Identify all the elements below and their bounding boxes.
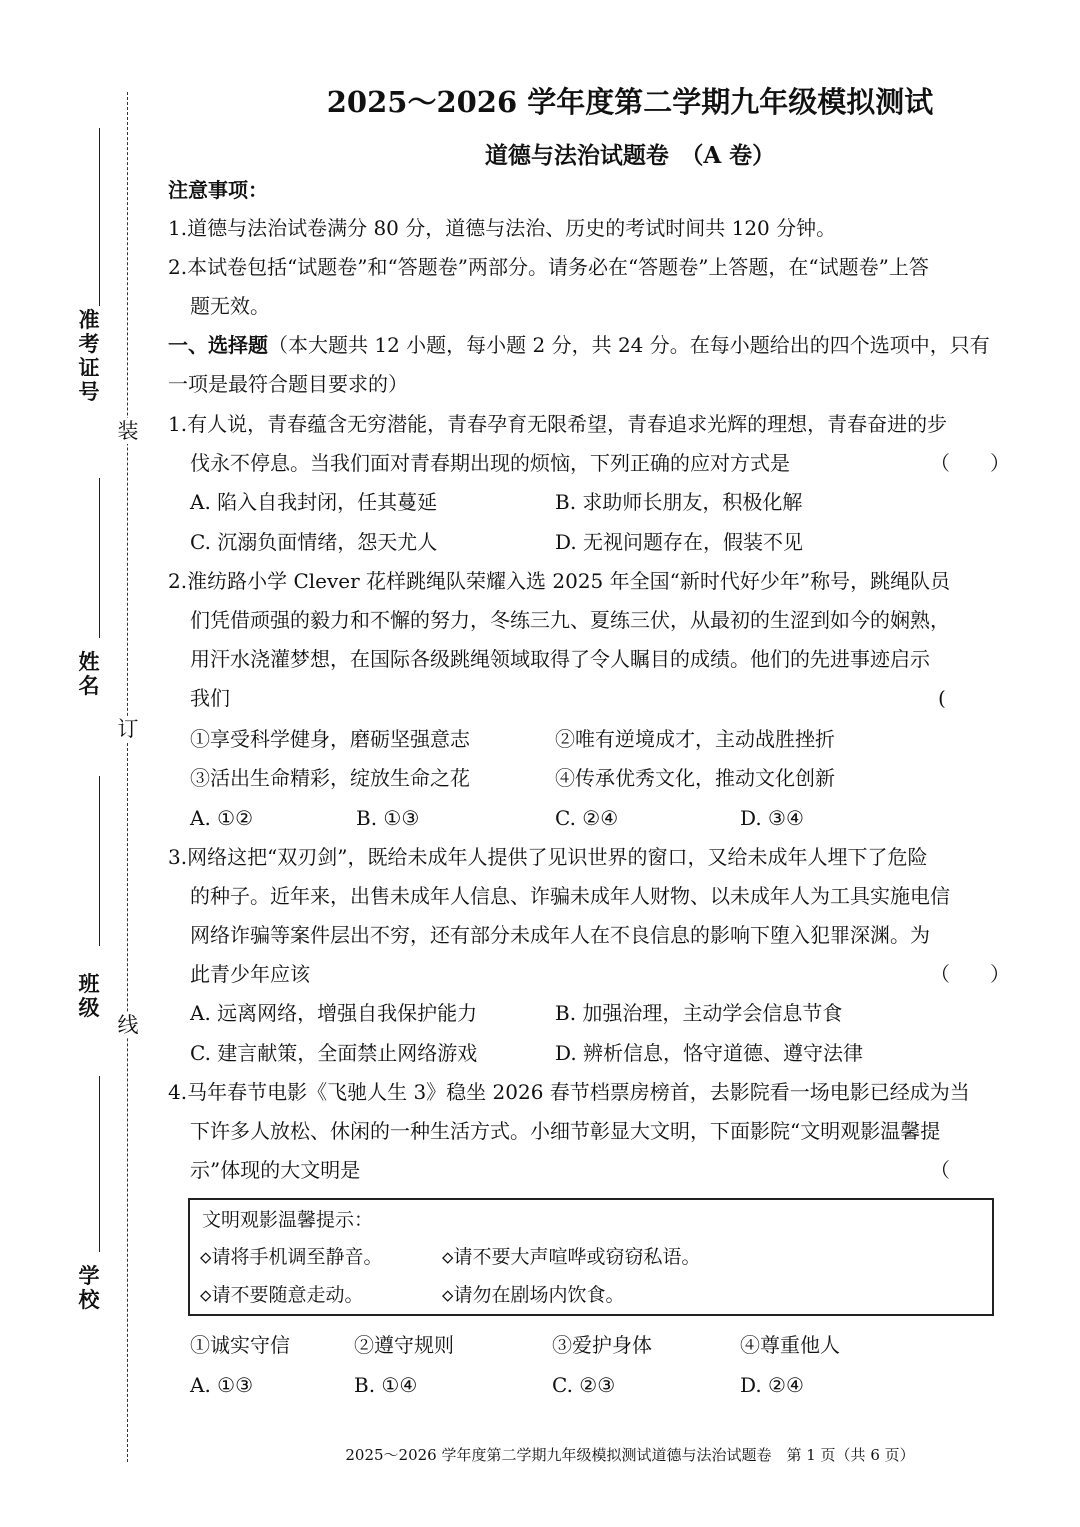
q4-option-a: A. ①③ bbox=[190, 1373, 254, 1397]
school-write-line bbox=[99, 1076, 100, 1252]
q3-option-c: C. 建言献策，全面禁止网络游戏 bbox=[190, 1041, 478, 1065]
section1-label: 一、选择题 bbox=[168, 333, 268, 357]
q3-answer-paren: （ ） bbox=[930, 962, 1010, 986]
binding-dashed-line bbox=[127, 92, 128, 1462]
page-footer: 2025～2026 学年度第二学期九年级模拟测试道德与法治试题卷 第 1 页（共 6 页） bbox=[345, 1446, 915, 1464]
q2-statement-3: ③活出生命精彩，绽放生命之花 bbox=[190, 766, 470, 790]
q2-statement-1: ①享受科学健身，磨砺坚强意志 bbox=[190, 727, 470, 751]
q1-option-d: D. 无视问题存在，假装不见 bbox=[555, 530, 804, 554]
class-write-line bbox=[99, 776, 100, 946]
q4-statement-3: ③爱护身体 bbox=[552, 1333, 652, 1357]
q4-tip-2: ◇请不要大声喧哗或窃窃私语。 bbox=[442, 1246, 701, 1268]
q4-tip-1: ◇请将手机调至静音。 bbox=[200, 1246, 383, 1268]
exam-number-write-line bbox=[99, 128, 100, 306]
q2-option-a: A. ①② bbox=[190, 806, 254, 830]
q2-stem-line3: 用汗水浇灌梦想，在国际各级跳绳领域取得了令人瞩目的成绩。他们的先进事迹启示 bbox=[190, 647, 930, 671]
q2-stem-line1: 2.淮纺路小学 Clever 花样跳绳队荣耀入选 2025 年全国“新时代好少年”称号，跳绳队员 bbox=[168, 569, 951, 593]
q2-option-b: B. ①③ bbox=[356, 806, 420, 830]
q1-option-b: B. 求助师长朋友，积极化解 bbox=[555, 490, 803, 514]
q3-stem-line4: 此青少年应该 bbox=[190, 962, 310, 986]
school-label: 学 校 bbox=[78, 1264, 100, 1312]
q4-option-b: B. ①④ bbox=[354, 1373, 418, 1397]
q4-stem-line2: 下许多人放松、休闲的一种生活方式。小细节彰显大文明，下面影院“文明观影温馨提 bbox=[190, 1119, 941, 1143]
section1-desc-line2: 一项是最符合题目要求的） bbox=[168, 372, 408, 396]
q4-stem-line1: 4.马年春节电影《飞驰人生 3》稳坐 2026 春节档票房榜首，去影院看一场电影已经成为当 bbox=[168, 1080, 970, 1104]
page-title: 2025～2026 学年度第二学期九年级模拟测试 bbox=[326, 85, 934, 119]
q1-option-a: A. 陷入自我封闭，任其蔓延 bbox=[190, 490, 438, 514]
name-label: 姓 名 bbox=[78, 650, 100, 698]
q4-stem-line3: 示”体现的大文明是 bbox=[190, 1158, 361, 1182]
binding-char-ding: 订 bbox=[117, 717, 139, 741]
q4-statement-1: ①诚实守信 bbox=[190, 1333, 290, 1357]
q2-stem-line4: 我们 bbox=[190, 686, 230, 710]
class-label: 班 级 bbox=[78, 972, 100, 1020]
binding-char-xian: 线 bbox=[117, 1013, 139, 1037]
q1-stem-line1: 1.有人说，青春蕴含无穷潜能，青春孕育无限希望，青春追求光辉的理想，青春奋进的步 bbox=[168, 412, 948, 436]
q4-statement-4: ④尊重他人 bbox=[740, 1333, 840, 1357]
q4-tip-3: ◇请不要随意走动。 bbox=[200, 1284, 364, 1306]
q2-option-d: D. ③④ bbox=[740, 806, 804, 830]
q4-answer-paren: （ bbox=[930, 1158, 950, 1182]
notice-item-2-line1: 2.本试卷包括“试题卷”和“答题卷”两部分。请务必在“答题卷”上答题，在“试题卷”上答 bbox=[168, 255, 929, 279]
page-subtitle: 道德与法治试题卷 （A 卷） bbox=[484, 142, 776, 169]
q3-stem-line3: 网络诈骗等案件层出不穷，还有部分未成年人在不良信息的影响下堕入犯罪深渊。为 bbox=[190, 923, 930, 947]
q2-stem-line2: 们凭借顽强的毅力和不懈的努力，冬练三九、夏练三伏，从最初的生涩到如今的娴熟， bbox=[190, 608, 950, 632]
notice-heading: 注意事项： bbox=[168, 178, 268, 202]
q4-option-c: C. ②③ bbox=[552, 1373, 616, 1397]
section1-desc-line1: （本大题共 12 小题，每小题 2 分，共 24 分。在每小题给出的四个选项中，只有 bbox=[268, 333, 990, 357]
q4-tip-title: 文明观影温馨提示： bbox=[202, 1209, 374, 1231]
q1-answer-paren: （ ） bbox=[930, 451, 1010, 475]
q2-answer-paren: ( bbox=[938, 686, 946, 710]
q4-tip-4: ◇请勿在剧场内饮食。 bbox=[442, 1284, 625, 1306]
notice-item-1: 1.道德与法治试卷满分 80 分，道德与法治、历史的考试时间共 120 分钟。 bbox=[168, 216, 837, 240]
section1-heading bbox=[168, 333, 990, 357]
q2-statement-4: ④传承优秀文化，推动文化创新 bbox=[555, 766, 835, 790]
name-write-line bbox=[99, 478, 100, 638]
q1-stem-line2: 伐永不停息。当我们面对青春期出现的烦恼，下列正确的应对方式是 bbox=[190, 451, 790, 475]
q3-stem-line1: 3.网络这把“双刃剑”，既给未成年人提供了见识世界的窗口，又给未成年人埋下了危险 bbox=[168, 845, 928, 869]
exam-number-label: 准 考 证 号 bbox=[78, 308, 100, 404]
q3-option-a: A. 远离网络，增强自我保护能力 bbox=[190, 1001, 478, 1025]
q3-option-b: B. 加强治理，主动学会信息节食 bbox=[555, 1001, 843, 1025]
q1-option-c: C. 沉溺负面情绪，怨天尤人 bbox=[190, 530, 438, 554]
q2-statement-2: ②唯有逆境成才，主动战胜挫折 bbox=[555, 727, 835, 751]
q4-statement-2: ②遵守规则 bbox=[354, 1333, 454, 1357]
q2-option-c: C. ②④ bbox=[555, 806, 619, 830]
binding-char-zhuang: 装 bbox=[117, 419, 139, 443]
q3-stem-line2: 的种子。近年来，出售未成年人信息、诈骗未成年人财物、以未成年人为工具实施电信 bbox=[190, 884, 950, 908]
q4-option-d: D. ②④ bbox=[740, 1373, 804, 1397]
notice-item-2-line2: 题无效。 bbox=[190, 294, 270, 318]
q3-option-d: D. 辨析信息，恪守道德、遵守法律 bbox=[555, 1041, 864, 1065]
